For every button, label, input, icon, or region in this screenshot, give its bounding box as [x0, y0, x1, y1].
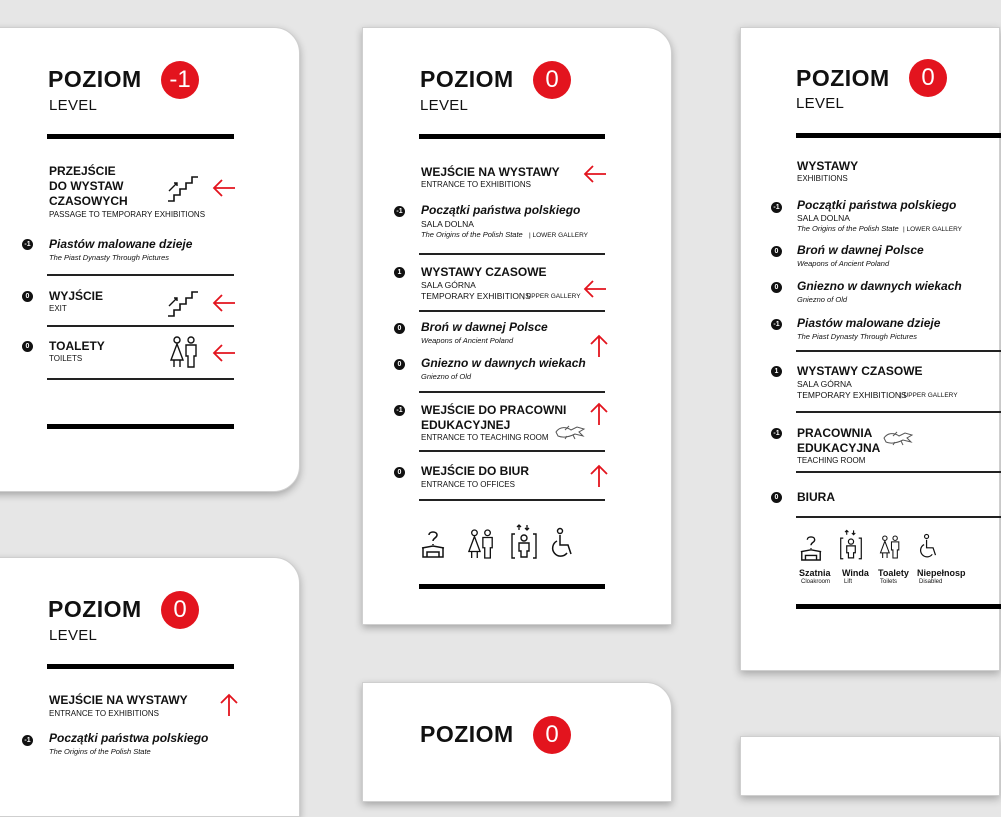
stairs-icon: [166, 288, 200, 318]
sign-level-0-main: [362, 27, 672, 625]
amenity-en: Cloakroom: [801, 579, 831, 585]
teaching-en: ENTRANCE TO TEACHING ROOM: [421, 433, 549, 442]
cloakroom-icon: [420, 529, 446, 559]
divider: [796, 411, 1001, 413]
divider: [419, 310, 605, 312]
level-dot: -1: [22, 239, 33, 250]
exhibit-title: Piastów malowane dzieje: [49, 237, 193, 251]
lift-icon: [510, 524, 538, 560]
divider: [419, 391, 605, 393]
exhibit-hall: SALA DOLNA: [421, 219, 474, 229]
sign-subtitle: LEVEL: [420, 97, 469, 114]
left-arrow-icon: [212, 343, 236, 363]
divider: [419, 499, 605, 501]
exhibit-en: Weapons of Ancient Poland: [421, 336, 514, 345]
divider: [796, 516, 1001, 518]
divider: [47, 274, 234, 276]
entrance-en: ENTRANCE TO EXHIBITIONS: [49, 709, 159, 718]
level-badge: 0: [161, 591, 199, 629]
level-badge: 0: [909, 59, 947, 97]
level-dot: 0: [22, 341, 33, 352]
amenity-label: Toalety: [878, 568, 909, 578]
level-dot: 0: [22, 291, 33, 302]
sign-title: POZIOM: [420, 66, 514, 92]
dragon-icon: [555, 424, 585, 440]
toilets-icon: [879, 534, 901, 560]
temporary-en: TEMPORARY EXHIBITIONS: [421, 291, 531, 301]
exit-label: WYJŚCIE: [49, 289, 104, 303]
level-dot: -1: [22, 735, 33, 746]
exhibit-title: Piastów malowane dzieje: [797, 316, 941, 330]
temporary-label: WYSTAWY CZASOWE: [797, 364, 923, 378]
temporary-label: WYSTAWY CZASOWE: [421, 265, 547, 279]
passage-label-1: PRZEJŚCIE: [49, 164, 116, 178]
toilets-icon: [169, 336, 199, 368]
divider: [796, 471, 1001, 473]
divider: [419, 134, 605, 139]
up-arrow-icon: [589, 402, 609, 426]
level-badge: 0: [533, 716, 571, 754]
exhibit-en: The Piast Dynasty Through Pictures: [49, 253, 170, 262]
level-badge: -1: [161, 61, 199, 99]
exhibit-en: The Origins of the Polish State: [421, 230, 523, 239]
entrance-label: WEJŚCIE NA WYSTAWY: [49, 693, 188, 707]
gallery-en: | LOWER GALLERY: [903, 226, 963, 233]
divider: [47, 325, 234, 327]
bottom-divider: [47, 424, 234, 429]
sign-level-0-bottom-left: [0, 557, 300, 817]
entrance-label: WEJŚCIE NA WYSTAWY: [421, 165, 560, 179]
up-arrow-icon: [589, 334, 609, 358]
toilets-en: TOILETS: [49, 354, 83, 363]
sign-subtitle: LEVEL: [796, 95, 845, 112]
offices-en: ENTRANCE TO OFFICES: [421, 480, 515, 489]
toilets-icon: [467, 528, 495, 560]
teaching-en: TEACHING ROOM: [797, 456, 866, 465]
bottom-divider: [796, 604, 1001, 609]
amenity-en: Toilets: [880, 579, 898, 585]
left-arrow-icon: [583, 164, 607, 184]
teaching-label-1: PRACOWNIA: [797, 426, 873, 440]
divider: [47, 134, 234, 139]
level-dot: -1: [394, 405, 405, 416]
level-dot: 0: [771, 282, 782, 293]
level-dot: 0: [771, 492, 782, 503]
exhibit-en: The Origins of the Polish State: [797, 224, 899, 233]
amenity-label: Szatnia: [799, 568, 831, 578]
level-dot: 0: [394, 323, 405, 334]
exhibit-title: Broń w dawnej Polsce: [797, 243, 924, 257]
level-badge: 0: [533, 61, 571, 99]
up-arrow-icon: [589, 464, 609, 488]
teaching-label-2: EDUKACYJNA: [797, 441, 881, 455]
exhibit-title: Początki państwa polskiego: [421, 203, 581, 217]
passage-en: PASSAGE TO TEMPORARY EXHIBITIONS: [49, 210, 206, 219]
sign-level-0-bottom-middle: [362, 682, 672, 802]
amenity-label: Niepełnosp: [917, 568, 966, 578]
dragon-icon: [883, 430, 913, 446]
exhibitions-en: EXHIBITIONS: [797, 174, 848, 183]
exhibit-en: The Origins of the Polish State: [49, 747, 151, 756]
sign-title: POZIOM: [48, 596, 142, 622]
wheelchair-icon: [551, 528, 575, 560]
temporary-hall: SALA GÓRNA: [797, 379, 852, 389]
sign-title: POZIOM: [420, 721, 514, 747]
level-dot: 0: [394, 359, 405, 370]
exhibit-title: Początki państwa polskiego: [49, 731, 209, 745]
level-dot: -1: [394, 206, 405, 217]
stairs-icon: [166, 173, 200, 203]
teaching-label-2: EDUKACYJNEJ: [421, 418, 511, 432]
exhibit-title: Początki państwa polskiego: [797, 198, 957, 212]
lift-icon: [839, 529, 863, 561]
amenity-en: Lift: [844, 579, 853, 585]
left-arrow-icon: [583, 279, 607, 299]
amenity-en: Disabled: [919, 579, 943, 585]
exhibit-en: Gniezno of Old: [421, 372, 472, 381]
divider: [796, 350, 1001, 352]
left-arrow-icon: [212, 178, 236, 198]
exhibit-en: Weapons of Ancient Poland: [797, 259, 890, 268]
sign-title: POZIOM: [796, 65, 890, 91]
level-dot: -1: [771, 202, 782, 213]
teaching-label-1: WEJŚCIE DO PRACOWNI: [421, 403, 567, 417]
divider: [47, 378, 234, 380]
exhibit-en: The Piast Dynasty Through Pictures: [797, 332, 918, 341]
level-dot: 0: [771, 246, 782, 257]
sign-title: POZIOM: [48, 66, 142, 92]
passage-label-3: CZASOWYCH: [49, 194, 128, 208]
exhibitions-label: WYSTAWY: [797, 159, 859, 173]
exit-en: EXIT: [49, 304, 67, 313]
cloakroom-icon: [799, 534, 823, 562]
sign-subtitle: LEVEL: [49, 97, 98, 114]
level-dot: -1: [771, 428, 782, 439]
gallery-en: | UPPER GALLERY: [900, 392, 958, 399]
divider: [796, 133, 1001, 138]
exhibit-title: Gniezno w dawnych wiekach: [421, 356, 586, 370]
exhibit-en: Gniezno of Old: [797, 295, 848, 304]
divider: [419, 450, 605, 452]
wheelchair-icon: [919, 534, 939, 560]
sign-edge-bottom-right: [740, 736, 1000, 796]
passage-label-2: DO WYSTAW: [49, 179, 124, 193]
level-dot: 1: [394, 267, 405, 278]
toilets-label: TOALETY: [49, 339, 105, 353]
level-dot: 0: [394, 467, 405, 478]
exhibit-title: Gniezno w dawnych wiekach: [797, 279, 962, 293]
sign-level-0-right: [740, 27, 1000, 671]
sign-subtitle: LEVEL: [49, 627, 98, 644]
amenity-label: Winda: [842, 568, 869, 578]
left-arrow-icon: [212, 293, 236, 313]
sign-level-minus1: [0, 27, 300, 492]
divider: [419, 253, 605, 255]
exhibit-hall: SALA DOLNA: [797, 213, 850, 223]
entrance-en: ENTRANCE TO EXHIBITIONS: [421, 180, 531, 189]
offices-label: WEJŚCIE DO BIUR: [421, 464, 530, 478]
temporary-hall: SALA GÓRNA: [421, 280, 476, 290]
offices-label: BIURA: [797, 490, 835, 504]
level-dot: 1: [771, 366, 782, 377]
gallery-en: | LOWER GALLERY: [529, 232, 589, 239]
up-arrow-icon: [219, 693, 239, 717]
exhibit-title: Broń w dawnej Polsce: [421, 320, 548, 334]
temporary-en: TEMPORARY EXHIBITIONS: [797, 390, 907, 400]
level-dot: -1: [771, 319, 782, 330]
gallery-en: | UPPER GALLERY: [523, 293, 581, 300]
divider: [47, 664, 234, 669]
bottom-divider: [419, 584, 605, 589]
